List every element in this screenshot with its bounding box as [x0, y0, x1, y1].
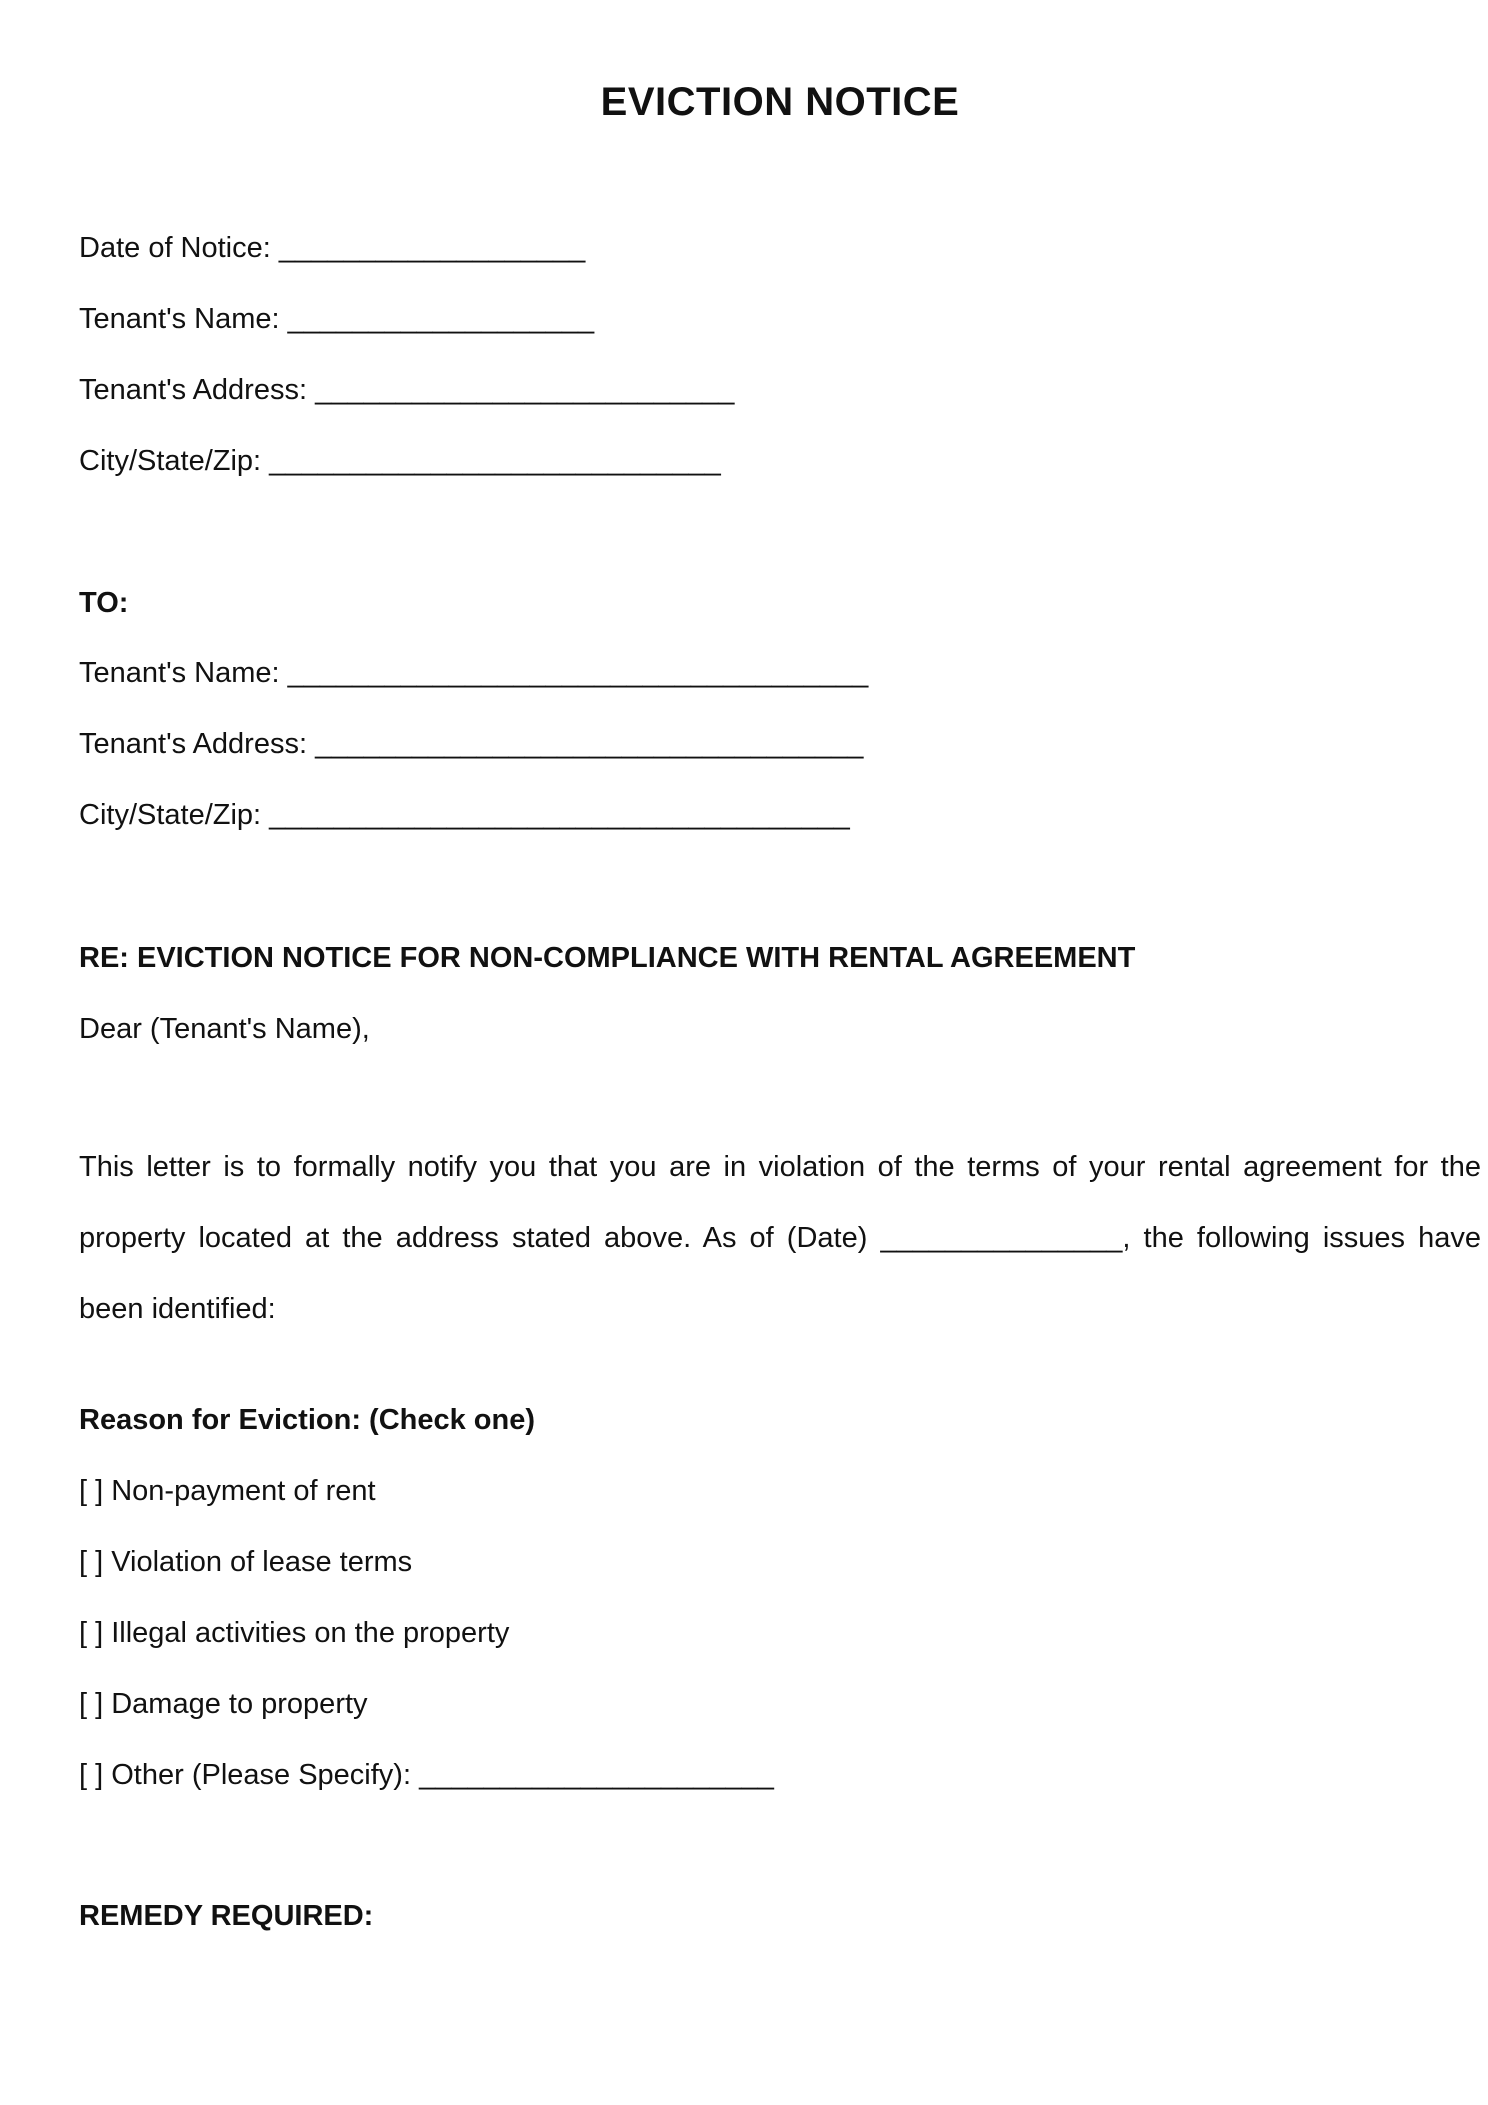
to-tenant-name-field: Tenant's Name: ____________________________________ — [79, 657, 869, 689]
salutation: Dear (Tenant's Name), — [79, 1013, 370, 1045]
reason-option-damage: [ ] Damage to property — [79, 1688, 368, 1720]
city-state-zip-field: City/State/Zip: ____________________________ — [79, 445, 721, 477]
remedy-heading: REMEDY REQUIRED: — [79, 1900, 374, 1932]
reason-option-other: [ ] Other (Please Specify): ______________________ — [79, 1759, 774, 1791]
re-heading: RE: EVICTION NOTICE FOR NON-COMPLIANCE WITH RENTAL AGREEMENT — [79, 942, 1136, 974]
date-of-notice-field: Date of Notice: ___________________ — [79, 232, 586, 264]
tenant-name-field: Tenant's Name: ___________________ — [79, 303, 595, 335]
reason-option-lease-violation: [ ] Violation of lease terms — [79, 1546, 413, 1578]
reason-heading: Reason for Eviction: (Check one) — [79, 1404, 536, 1436]
body-paragraph: This letter is to formally notify you that you are in violation of the terms of your rental agreement for the property located at the address stated above. As of (Date) _______________, the following issues have been identified: — [79, 1151, 1481, 1325]
document-title: EVICTION NOTICE — [600, 80, 960, 124]
tenant-address-field: Tenant's Address: __________________________ — [79, 374, 735, 406]
to-tenant-address-field: Tenant's Address: __________________________________ — [79, 728, 864, 760]
reason-option-illegal-activities: [ ] Illegal activities on the property — [79, 1617, 510, 1649]
reason-option-non-payment: [ ] Non-payment of rent — [79, 1475, 376, 1507]
to-city-state-zip-field: City/State/Zip: ____________________________________ — [79, 799, 850, 831]
to-heading: TO: — [79, 587, 129, 619]
